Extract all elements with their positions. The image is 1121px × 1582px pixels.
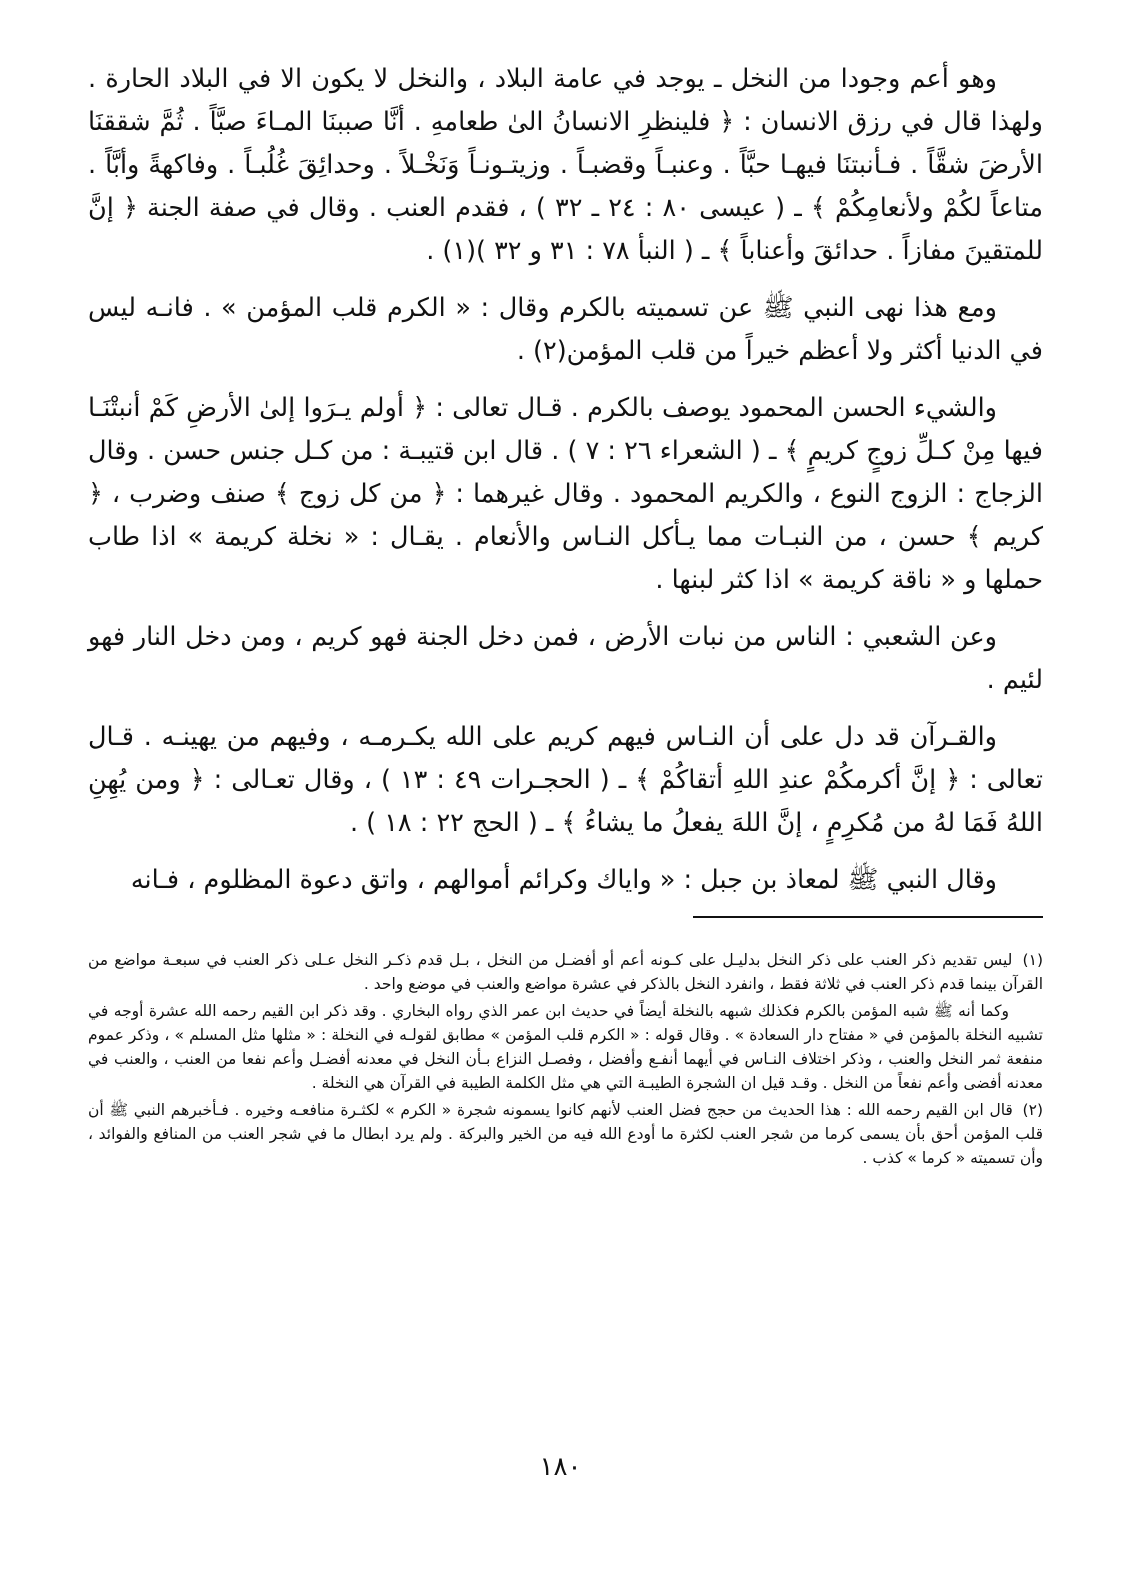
page-number: ١٨٠ — [539, 1452, 582, 1482]
paragraph-1: وهو أعم وجودا من النخل ـ يوجد في عامة البلاد ، والنخل لا يكون الا في البلاد الحارة . ولهذا قال في رزق الانسان : ﴿ فلينظرِ الانسانُ الىٰ طعامهِ . أنَّا صببنَا المـاءَ صبَّاً . ثُمَّ شققنَا الأرضَ شقَّاً . فـأنبتنَا فيهـا حبَّاً . وعنبـاً وقضبـاً . وزيتـونـاً وَنَخْـلاً . وحدائِقَ غُلُبـاً . وفاكهةً وأبَّاً . متاعاً لكُمْ ولأنعامِكُمْ ﴾ ـ ( عيسى ٨٠ : ٢٤ ـ ٣٢ ) ، فقدم العنب . وقال في صفة الجنة ﴿ إنَّ للمتقينَ مفازاً . حدائقَ وأعناباً ﴾ ـ ( النبأ ٧٨ : ٣١ و ٣٢ )(١) . — [88, 64, 1043, 266]
footnote-1-text: ليس تقديم ذكر العنب على ذكر النخل بدليـل على كـونه أعم أو أفضـل من النخل ، بـل قدم ذكـر النخل عـلى ذكر العنب في سبعـة مواضع من القرآن بينما قدم ذكر العنب في ثلاثة فقط ، وانفرد النخل بالذكر في عشرة مواضع والعنب في موضع واحد . — [88, 951, 1043, 993]
paragraph-4: وعن الشعبي : الناس من نبات الأرض ، فمن دخل الجنة فهو كريم ، ومن دخل النار فهو لئيم . — [88, 622, 1043, 695]
footnote-2-text: قال ابن القيم رحمه الله : هذا الحديث من حجج فضل العنب لأنهم كانوا يسمونه شجرة « الكرم » لكثـرة منافعـه وخيره . فـأخبرهم النبي ﷺ أن قلب المؤمن أحق بأن يسمى كرما من شجر العنب لكثرة ما أودع الله فيه من الخير والبركة . ولم يرد ابطال ما في شجر العنب من المنافع والفوائد ، وأن تسميته « كرما » كذب . — [88, 1101, 1043, 1167]
footnote-1-continuation: وكما أنه ﷺ شبه المؤمن بالكرم فكذلك شبهه بالنخلة أيضاً في حديث ابن عمر الذي رواه البخاري . وقد ذكر ابن القيم رحمه الله عشرة أوجه في تشبيه النخلة بالمؤمن في « مفتاح دار السعادة » . وقال قوله : « الكرم قلب المؤمن » مطابق لقولـه في النخلة : « مثلها مثل المسلم » ، وذكر عموم منفعة ثمر النخل والعنب ، وذكر اختلاف النـاس في أيهما أنفـع وأفضل ، وفصـل النزاع بـأن النخل في معدنه أفضـل وأعم نفعا من العنب ، والعنب في معدنه أفضى وأعم نفعاً من النخل . وقـد قيل ان الشجرة الطيبـة التي هي مثل الكلمة الطيبة في القرآن هي النخلة . — [88, 1002, 1043, 1092]
paragraph-3: والشيء الحسن المحمود يوصف بالكرم . قـال تعالى : ﴿ أولم يـرَوا إلىٰ الأرضِ كَمْ أنبتْنَـا فيها مِنْ كـلِّ زوجٍ كريمٍ ﴾ ـ ( الشعراء ٢٦ : ٧ ) . قال ابن قتيبـة : من كـل جنس حسن . وقال الزجاج : الزوج النوع ، والكريم المحمود . وقال غيرهما : ﴿ من كل زوج ﴾ صنف وضرب ، ﴿ كريم ﴾ حسن ، من النبـات مما يـأكل النـاس والأنعام . يقـال : « نخلة كريمة » اذا طاب حملها و « ناقة كريمة » اذا كثر لبنها . — [88, 393, 1043, 595]
footnote-1-number: (١) — [1022, 951, 1043, 969]
paragraph-2: ومع هذا نهى النبي ﷺ عن تسميته بالكرم وقال : « الكرم قلب المؤمن » . فانـه ليس في الدنيا أكثر ولا أعظم خيراً من قلب المؤمن(٢) . — [88, 293, 1043, 366]
footnote-1 — [88, 948, 1043, 996]
footnote-2 — [88, 1098, 1043, 1170]
footnote-separator — [693, 916, 1043, 918]
footnotes — [88, 948, 1043, 1170]
main-text — [88, 58, 1043, 902]
footnote-2-number: (٢) — [1022, 1101, 1043, 1119]
paragraph-5: والقـرآن قد دل على أن النـاس فيهم كريم على الله يكـرمـه ، وفيهم من يهينـه . قـال تعالى : ﴿ إنَّ أكرمكُمْ عندِ اللهِ أتقاكُمْ ﴾ ـ ( الحجـرات ٤٩ : ١٣ ) ، وقال تعـالى : ﴿ ومن يُهِنِ اللهُ فَمَا لهُ من مُكرِمٍ ، إنَّ اللهَ يفعلُ ما يشاءُ ﴾ ـ ( الحج ٢٢ : ١٨ ) . — [88, 722, 1043, 838]
paragraph-6: وقال النبي ﷺ لمعاذ بن جبل : « واياك وكرائم أموالهم ، واتق دعوة المظلوم ، فـانه — [130, 865, 997, 895]
book-page — [88, 58, 1043, 1173]
